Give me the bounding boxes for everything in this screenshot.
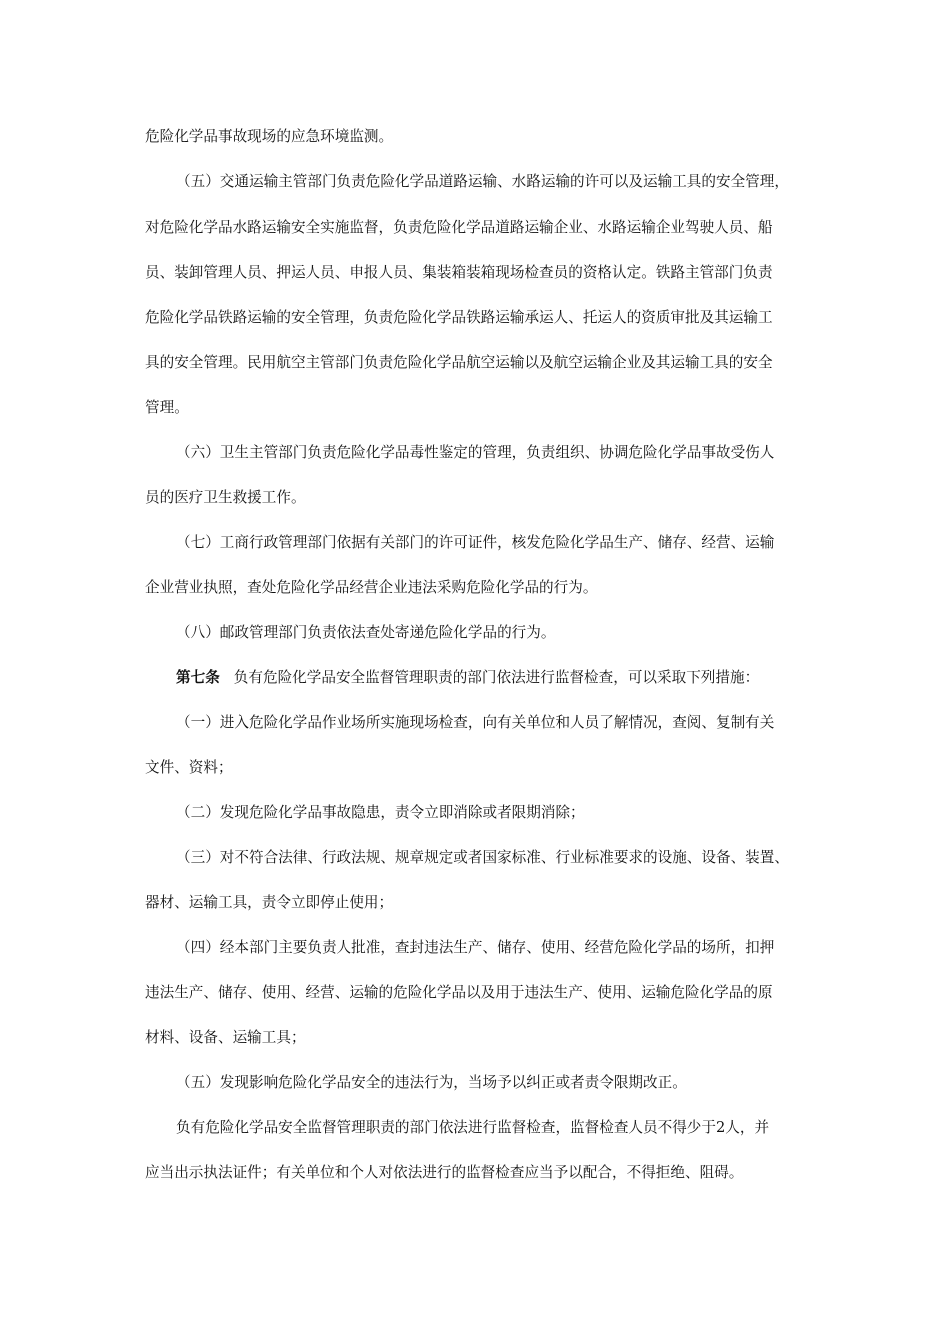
clause-5-line-2: 对危险化学品水路运输安全实施监督，负责危险化学品道路运输企业、水路运输企业驾驶人员、船 — [145, 219, 773, 236]
clause-7-line-2: 企业营业执照，查处危险化学品经营企业违法采购危险化学品的行为。 — [145, 579, 598, 596]
measure-1-line-1: （一）进入危险化学品作业场所实施现场检查，向有关单位和人员了解情况，查阅、复制有关 — [176, 714, 775, 731]
measure-3-line-2: 器材、运输工具，责令立即停止使用； — [145, 894, 394, 911]
clause-5-line-6: 管理。 — [145, 399, 189, 416]
measure-5-line-1: （五）发现影响危险化学品安全的违法行为，当场予以纠正或者责令限期改正。 — [176, 1074, 687, 1091]
clause-5-line-3: 员、装卸管理人员、押运人员、申报人员、集装箱装箱现场检查员的资格认定。铁路主管部门负责 — [145, 264, 773, 281]
inspection-rule-line-2: 应当出示执法证件；有关单位和个人对依法进行的监督检查应当予以配合，不得拒绝、阻碍。 — [145, 1164, 744, 1181]
clause-8-line-1: （八）邮政管理部门负责依法查处寄递危险化学品的行为。 — [176, 624, 556, 641]
article-label: 第七条 — [176, 669, 220, 686]
inspection-rule-line-1: 负有危险化学品安全监督管理职责的部门依法进行监督检查，监督检查人员不得少于2人，并 — [176, 1119, 770, 1136]
clause-5-line-4: 危险化学品铁路运输的安全管理，负责危险化学品铁路运输承运人、托运人的资质审批及其运输工 — [145, 309, 773, 326]
text-line: 危险化学品事故现场的应急环境监测。 — [145, 128, 394, 145]
measure-4-line-2: 违法生产、储存、使用、经营、运输的危险化学品以及用于违法生产、使用、运输危险化学品的原 — [145, 984, 773, 1001]
measure-4-line-3: 材料、设备、运输工具； — [145, 1029, 306, 1046]
measure-1-line-2: 文件、资料； — [145, 759, 233, 776]
article-7-intro: 负有危险化学品安全监督管理职责的部门依法进行监督检查，可以采取下列措施： — [233, 669, 760, 686]
clause-7-line-1: （七）工商行政管理部门依据有关部门的许可证件，核发危险化学品生产、储存、经营、运输 — [176, 534, 775, 551]
article-7-heading-line — [176, 668, 841, 688]
clause-5-line-5: 具的安全管理。民用航空主管部门负责危险化学品航空运输以及航空运输企业及其运输工具的安全 — [145, 354, 773, 371]
measure-3-line-1: （三）对不符合法律、行政法规、规章规定或者国家标准、行业标准要求的设施、设备、装置、 — [176, 849, 789, 866]
clause-6-line-1: （六）卫生主管部门负责危险化学品毒性鉴定的管理，负责组织、协调危险化学品事故受伤人 — [176, 444, 775, 461]
clause-6-line-2: 员的医疗卫生救援工作。 — [145, 489, 306, 506]
clause-5-line-1: （五）交通运输主管部门负责危险化学品道路运输、水路运输的许可以及运输工具的安全管理， — [176, 173, 789, 190]
measure-2-line-1: （二）发现危险化学品事故隐患，责令立即消除或者限期消除； — [176, 804, 585, 821]
measure-4-line-1: （四）经本部门主要负责人批准，查封违法生产、储存、使用、经营危险化学品的场所，扣押 — [176, 939, 775, 956]
